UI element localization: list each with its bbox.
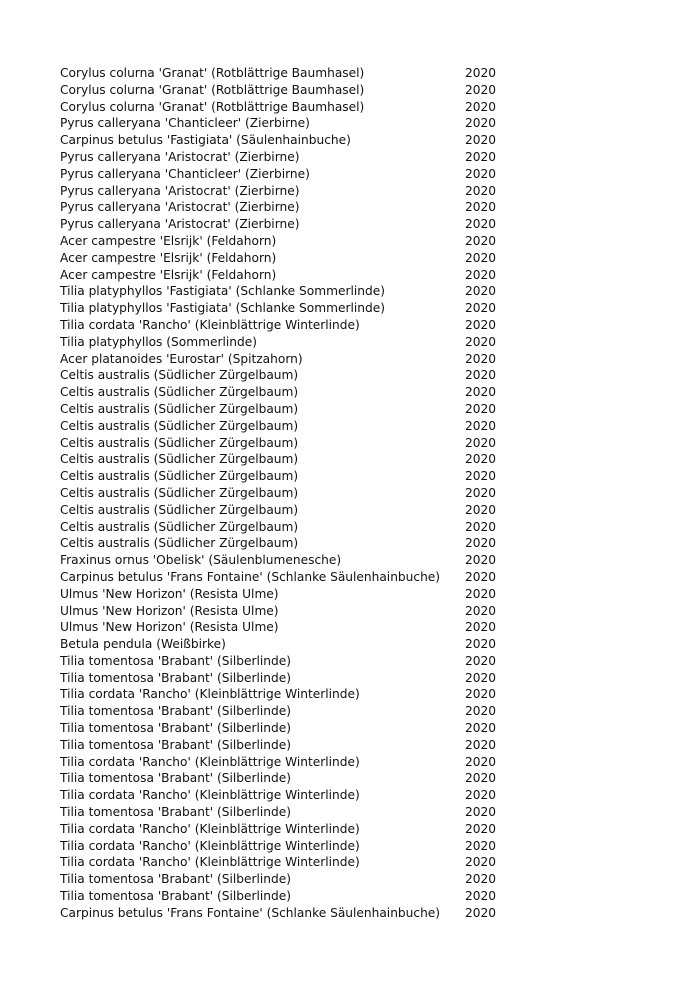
tree-name: Betula pendula (Weißbirke) (60, 637, 226, 652)
tree-name: Carpinus betulus 'Frans Fontaine' (Schlanke Säulenhainbuche) (60, 905, 441, 920)
planting-year: 2020 (465, 704, 497, 719)
planting-year: 2020 (465, 149, 497, 164)
planting-year: 2020 (465, 721, 497, 736)
tree-name: Carpinus betulus 'Fastigiata' (Säulenhainbuche) (60, 133, 351, 148)
planting-year: 2020 (465, 133, 497, 148)
list-item (60, 99, 500, 116)
tree-name: Celtis australis (Südlicher Zürgelbaum) (60, 385, 299, 400)
list-item (60, 183, 500, 200)
tree-name: Pyrus calleryana 'Aristocrat' (Zierbirne) (60, 217, 300, 232)
planting-year: 2020 (465, 771, 497, 786)
tree-name: Celtis australis (Südlicher Zürgelbaum) (60, 435, 299, 450)
list-item (60, 804, 500, 821)
planting-year: 2020 (465, 553, 497, 568)
list-item (60, 199, 500, 216)
tree-name: Tilia platyphyllos 'Fastigiata' (Schlanke Sommerlinde) (60, 301, 385, 316)
list-item (60, 468, 500, 485)
tree-name: Celtis australis (Südlicher Zürgelbaum) (60, 368, 299, 383)
planting-year: 2020 (465, 637, 497, 652)
tree-name: Tilia tomentosa 'Brabant' (Silberlinde) (60, 670, 291, 685)
list-item (60, 720, 500, 737)
planting-year: 2020 (465, 301, 497, 316)
list-item (60, 166, 500, 183)
list-item (60, 754, 500, 771)
list-item (60, 670, 500, 687)
list-item (60, 334, 500, 351)
list-item (60, 653, 500, 670)
tree-name: Tilia cordata 'Rancho' (Kleinblättrige Winterlinde) (60, 821, 360, 836)
list-item (60, 703, 500, 720)
list-item (60, 65, 500, 82)
tree-name: Pyrus calleryana 'Chanticleer' (Zierbirne) (60, 116, 310, 131)
tree-name: Celtis australis (Südlicher Zürgelbaum) (60, 502, 299, 517)
list-item (60, 821, 500, 838)
planting-year: 2020 (465, 536, 497, 551)
list-item (60, 418, 500, 435)
list-item (60, 451, 500, 468)
list-item (60, 115, 500, 132)
list-item (60, 838, 500, 855)
planting-year: 2020 (465, 620, 497, 635)
tree-name: Acer campestre 'Elsrijk' (Feldahorn) (60, 250, 277, 265)
tree-name: Tilia tomentosa 'Brabant' (Silberlinde) (60, 721, 291, 736)
tree-name: Acer platanoides 'Eurostar' (Spitzahorn) (60, 351, 303, 366)
planting-year: 2020 (465, 334, 497, 349)
tree-name: Tilia cordata 'Rancho' (Kleinblättrige Winterlinde) (60, 317, 360, 332)
planting-year: 2020 (465, 603, 497, 618)
tree-name: Tilia tomentosa 'Brabant' (Silberlinde) (60, 872, 291, 887)
planting-year: 2020 (465, 267, 497, 282)
planting-year: 2020 (465, 82, 497, 97)
tree-name: Pyrus calleryana 'Aristocrat' (Zierbirne) (60, 183, 300, 198)
planting-year: 2020 (465, 788, 497, 803)
planting-year: 2020 (465, 502, 497, 517)
tree-name: Tilia platyphyllos (Sommerlinde) (60, 334, 257, 349)
tree-name: Celtis australis (Südlicher Zürgelbaum) (60, 536, 299, 551)
planting-year: 2020 (465, 754, 497, 769)
tree-name: Celtis australis (Südlicher Zürgelbaum) (60, 485, 299, 500)
planting-year: 2020 (465, 435, 497, 450)
planting-year: 2020 (465, 284, 497, 299)
list-item (60, 519, 500, 536)
tree-name: Pyrus calleryana 'Aristocrat' (Zierbirne) (60, 149, 300, 164)
list-item (60, 770, 500, 787)
list-item (60, 435, 500, 452)
list-item (60, 619, 500, 636)
tree-name: Pyrus calleryana 'Chanticleer' (Zierbirne) (60, 166, 310, 181)
tree-name: Carpinus betulus 'Frans Fontaine' (Schlanke Säulenhainbuche) (60, 569, 441, 584)
tree-name: Corylus colurna 'Granat' (Rotblättrige Baumhasel) (60, 66, 365, 80)
list-item (60, 686, 500, 703)
list-item (60, 149, 500, 166)
tree-name: Corylus colurna 'Granat' (Rotblättrige Baumhasel) (60, 99, 365, 114)
list-item (60, 384, 500, 401)
list-item (60, 250, 500, 267)
planting-year: 2020 (465, 351, 497, 366)
planting-year: 2020 (465, 855, 497, 870)
tree-name: Tilia cordata 'Rancho' (Kleinblättrige Winterlinde) (60, 838, 360, 853)
tree-list (60, 65, 500, 922)
list-item (60, 569, 500, 586)
tree-name: Ulmus 'New Horizon' (Resista Ulme) (60, 620, 279, 635)
list-item (60, 888, 500, 905)
list-item (60, 871, 500, 888)
tree-name: Tilia tomentosa 'Brabant' (Silberlinde) (60, 704, 291, 719)
tree-name: Celtis australis (Südlicher Zürgelbaum) (60, 418, 299, 433)
list-item (60, 233, 500, 250)
list-item (60, 552, 500, 569)
list-item (60, 267, 500, 284)
tree-name: Celtis australis (Südlicher Zürgelbaum) (60, 452, 299, 467)
tree-name: Tilia platyphyllos 'Fastigiata' (Schlanke Sommerlinde) (60, 284, 385, 299)
tree-name: Tilia tomentosa 'Brabant' (Silberlinde) (60, 653, 291, 668)
planting-year: 2020 (465, 905, 497, 920)
tree-name: Tilia tomentosa 'Brabant' (Silberlinde) (60, 889, 291, 904)
planting-year: 2020 (465, 217, 497, 232)
planting-year: 2020 (465, 250, 497, 265)
planting-year: 2020 (465, 569, 497, 584)
tree-name: Tilia tomentosa 'Brabant' (Silberlinde) (60, 737, 291, 752)
list-item (60, 300, 500, 317)
planting-year: 2020 (465, 418, 497, 433)
planting-year: 2020 (465, 401, 497, 416)
tree-name: Tilia cordata 'Rancho' (Kleinblättrige Winterlinde) (60, 788, 360, 803)
planting-year: 2020 (465, 687, 497, 702)
list-item (60, 351, 500, 368)
tree-name: Tilia tomentosa 'Brabant' (Silberlinde) (60, 771, 291, 786)
planting-year: 2020 (465, 200, 497, 215)
planting-year: 2020 (465, 653, 497, 668)
tree-name: Fraxinus ornus 'Obelisk' (Säulenblumenesche) (60, 553, 342, 568)
planting-year: 2020 (465, 519, 497, 534)
tree-name: Ulmus 'New Horizon' (Resista Ulme) (60, 586, 279, 601)
planting-year: 2020 (465, 586, 497, 601)
list-item (60, 132, 500, 149)
planting-year: 2020 (465, 838, 497, 853)
list-item (60, 737, 500, 754)
list-item (60, 485, 500, 502)
planting-year: 2020 (465, 99, 497, 114)
list-item (60, 502, 500, 519)
tree-name: Pyrus calleryana 'Aristocrat' (Zierbirne) (60, 200, 300, 215)
planting-year: 2020 (465, 872, 497, 887)
planting-year: 2020 (465, 889, 497, 904)
list-item (60, 317, 500, 334)
list-item (60, 586, 500, 603)
list-item (60, 854, 500, 871)
tree-name: Acer campestre 'Elsrijk' (Feldahorn) (60, 267, 277, 282)
list-item (60, 367, 500, 384)
list-item (60, 603, 500, 620)
tree-name: Tilia cordata 'Rancho' (Kleinblättrige Winterlinde) (60, 754, 360, 769)
list-item (60, 82, 500, 99)
planting-year: 2020 (465, 66, 497, 80)
planting-year: 2020 (465, 116, 497, 131)
tree-name: Ulmus 'New Horizon' (Resista Ulme) (60, 603, 279, 618)
list-item (60, 905, 500, 922)
tree-name: Tilia tomentosa 'Brabant' (Silberlinde) (60, 805, 291, 820)
tree-name: Acer campestre 'Elsrijk' (Feldahorn) (60, 233, 277, 248)
planting-year: 2020 (465, 317, 497, 332)
tree-name: Tilia cordata 'Rancho' (Kleinblättrige Winterlinde) (60, 855, 360, 870)
list-item (60, 283, 500, 300)
planting-year: 2020 (465, 183, 497, 198)
planting-year: 2020 (465, 469, 497, 484)
tree-name: Corylus colurna 'Granat' (Rotblättrige Baumhasel) (60, 82, 365, 97)
tree-name: Celtis australis (Südlicher Zürgelbaum) (60, 469, 299, 484)
planting-year: 2020 (465, 368, 497, 383)
tree-name: Celtis australis (Südlicher Zürgelbaum) (60, 401, 299, 416)
tree-name: Celtis australis (Südlicher Zürgelbaum) (60, 519, 299, 534)
planting-year: 2020 (465, 233, 497, 248)
tree-name: Tilia cordata 'Rancho' (Kleinblättrige Winterlinde) (60, 687, 360, 702)
planting-year: 2020 (465, 385, 497, 400)
list-item (60, 401, 500, 418)
planting-year: 2020 (465, 670, 497, 685)
list-item (60, 787, 500, 804)
list-item (60, 535, 500, 552)
planting-year: 2020 (465, 737, 497, 752)
planting-year: 2020 (465, 452, 497, 467)
list-item (60, 636, 500, 653)
list-item (60, 216, 500, 233)
planting-year: 2020 (465, 805, 497, 820)
planting-year: 2020 (465, 821, 497, 836)
planting-year: 2020 (465, 166, 497, 181)
planting-year: 2020 (465, 485, 497, 500)
